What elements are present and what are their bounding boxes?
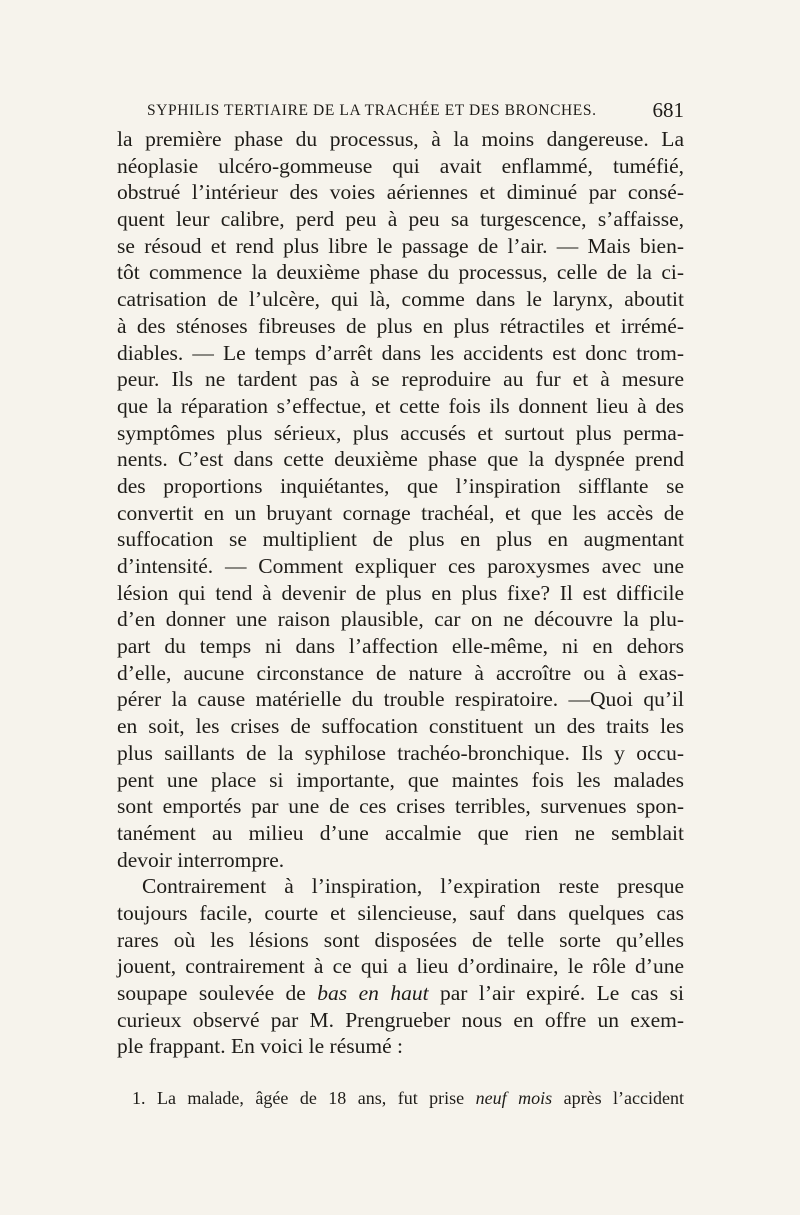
body-text — [117, 126, 684, 1060]
text-line: catrisation de l’ulcère, qui là, comme dans le larynx, aboutit — [117, 287, 684, 312]
text-line: se résoud et rend plus libre le passage de l’air. — Mais bien- — [117, 233, 684, 258]
paragraph-2 — [117, 873, 684, 1060]
paragraph-1 — [117, 126, 684, 873]
text-line: toujours facile, courte et silencieuse, sauf dans quelques cas — [117, 900, 684, 925]
text-line: pérer la cause matérielle du trouble respiratoire. —Quoi qu’il — [117, 687, 684, 712]
text-line: d’intensité. — Comment expliquer ces paroxysmes avec une — [117, 554, 684, 578]
text-line: plus saillants de la syphilose trachéo-bronchique. Ils y occu- — [117, 740, 684, 765]
text-line: d’en donner une raison plausible, car on ne découvre la plu- — [117, 607, 684, 632]
text-line: pent une place si importante, que maintes fois les malades — [117, 767, 684, 792]
text-line: d’elle, aucune circonstance de nature à accroître ou à exas- — [117, 660, 684, 685]
text-run: par l’air expiré. Le cas si — [428, 981, 684, 1005]
footnote-italic: neuf mois — [475, 1088, 553, 1108]
page-number: 681 — [652, 98, 684, 122]
running-head — [117, 98, 684, 124]
text-line: néoplasie ulcéro-gommeuse qui avait enflammé, tuméfié, — [117, 153, 684, 178]
text-line: curieux observé par M. Prengrueber nous en offre un exem- — [117, 1007, 684, 1032]
text-line — [117, 980, 684, 1007]
text-run: soupape soulevée de — [117, 981, 318, 1005]
text-line: obstrué l’intérieur des voies aériennes et diminué par consé- — [117, 180, 684, 205]
footnote-text: après l’accident — [552, 1088, 685, 1108]
text-line: rares où les lésions sont disposées de telle sorte qu’elles — [117, 927, 684, 952]
text-line: quent leur calibre, perd peu à peu sa turgescence, s’affaisse, — [117, 207, 684, 232]
text-line: que la réparation s’effectue, et cette fois ils donnent lieu à des — [117, 393, 684, 418]
text-line: suffocation se multiplient de plus en plus en augmentant — [117, 527, 684, 552]
footnote — [132, 1086, 684, 1110]
footnote-text: 1. La malade, âgée de 18 ans, fut prise — [132, 1088, 476, 1108]
text-line: ple frappant. En voici le résumé : — [117, 1034, 403, 1059]
text-line: part du temps ni dans l’affection elle-même, ni en dehors — [117, 634, 684, 659]
text-line: jouent, contrairement à ce qui a lieu d’ordinaire, le rôle d’une — [117, 954, 684, 979]
text-line: en soit, les crises de suffocation constituent un des traits les — [117, 714, 684, 739]
text-line: peur. Ils ne tardent pas à se reproduire au fur et à mesure — [117, 367, 684, 392]
running-title: SYPHILIS TERTIAIRE DE LA TRACHÉE ET DES BRONCHES. — [147, 102, 597, 119]
italic-phrase: bas en haut — [317, 981, 429, 1005]
text-line: diables. — Le temps d’arrêt dans les accidents est donc trom- — [117, 340, 684, 365]
text-line: sont emportés par une de ces crises terribles, survenues spon- — [117, 794, 684, 819]
text-line: convertit en un bruyant cornage trachéal, et que les accès de — [117, 500, 684, 525]
text-line: des proportions inquiétantes, que l’inspiration sifflante se — [117, 473, 684, 498]
text-line: lésion qui tend à devenir de plus en plus fixe? Il est difficile — [117, 580, 684, 605]
text-line: symptômes plus sérieux, plus accusés et surtout plus perma- — [117, 420, 684, 445]
text-line: Contrairement à l’inspiration, l’expiration reste presque — [142, 874, 684, 899]
text-line: nents. C’est dans cette deuxième phase que la dyspnée prend — [117, 447, 684, 472]
text-line: tanément au milieu d’une accalmie que rien ne semblait — [117, 820, 684, 845]
text-line: la première phase du processus, à la moins dangereuse. La — [117, 127, 684, 151]
text-line: devoir interrompre. — [117, 847, 285, 872]
text-line: à des sténoses fibreuses de plus en plus rétractiles et irrémé- — [117, 313, 684, 338]
text-line: tôt commence la deuxième phase du processus, celle de la ci- — [117, 260, 684, 285]
